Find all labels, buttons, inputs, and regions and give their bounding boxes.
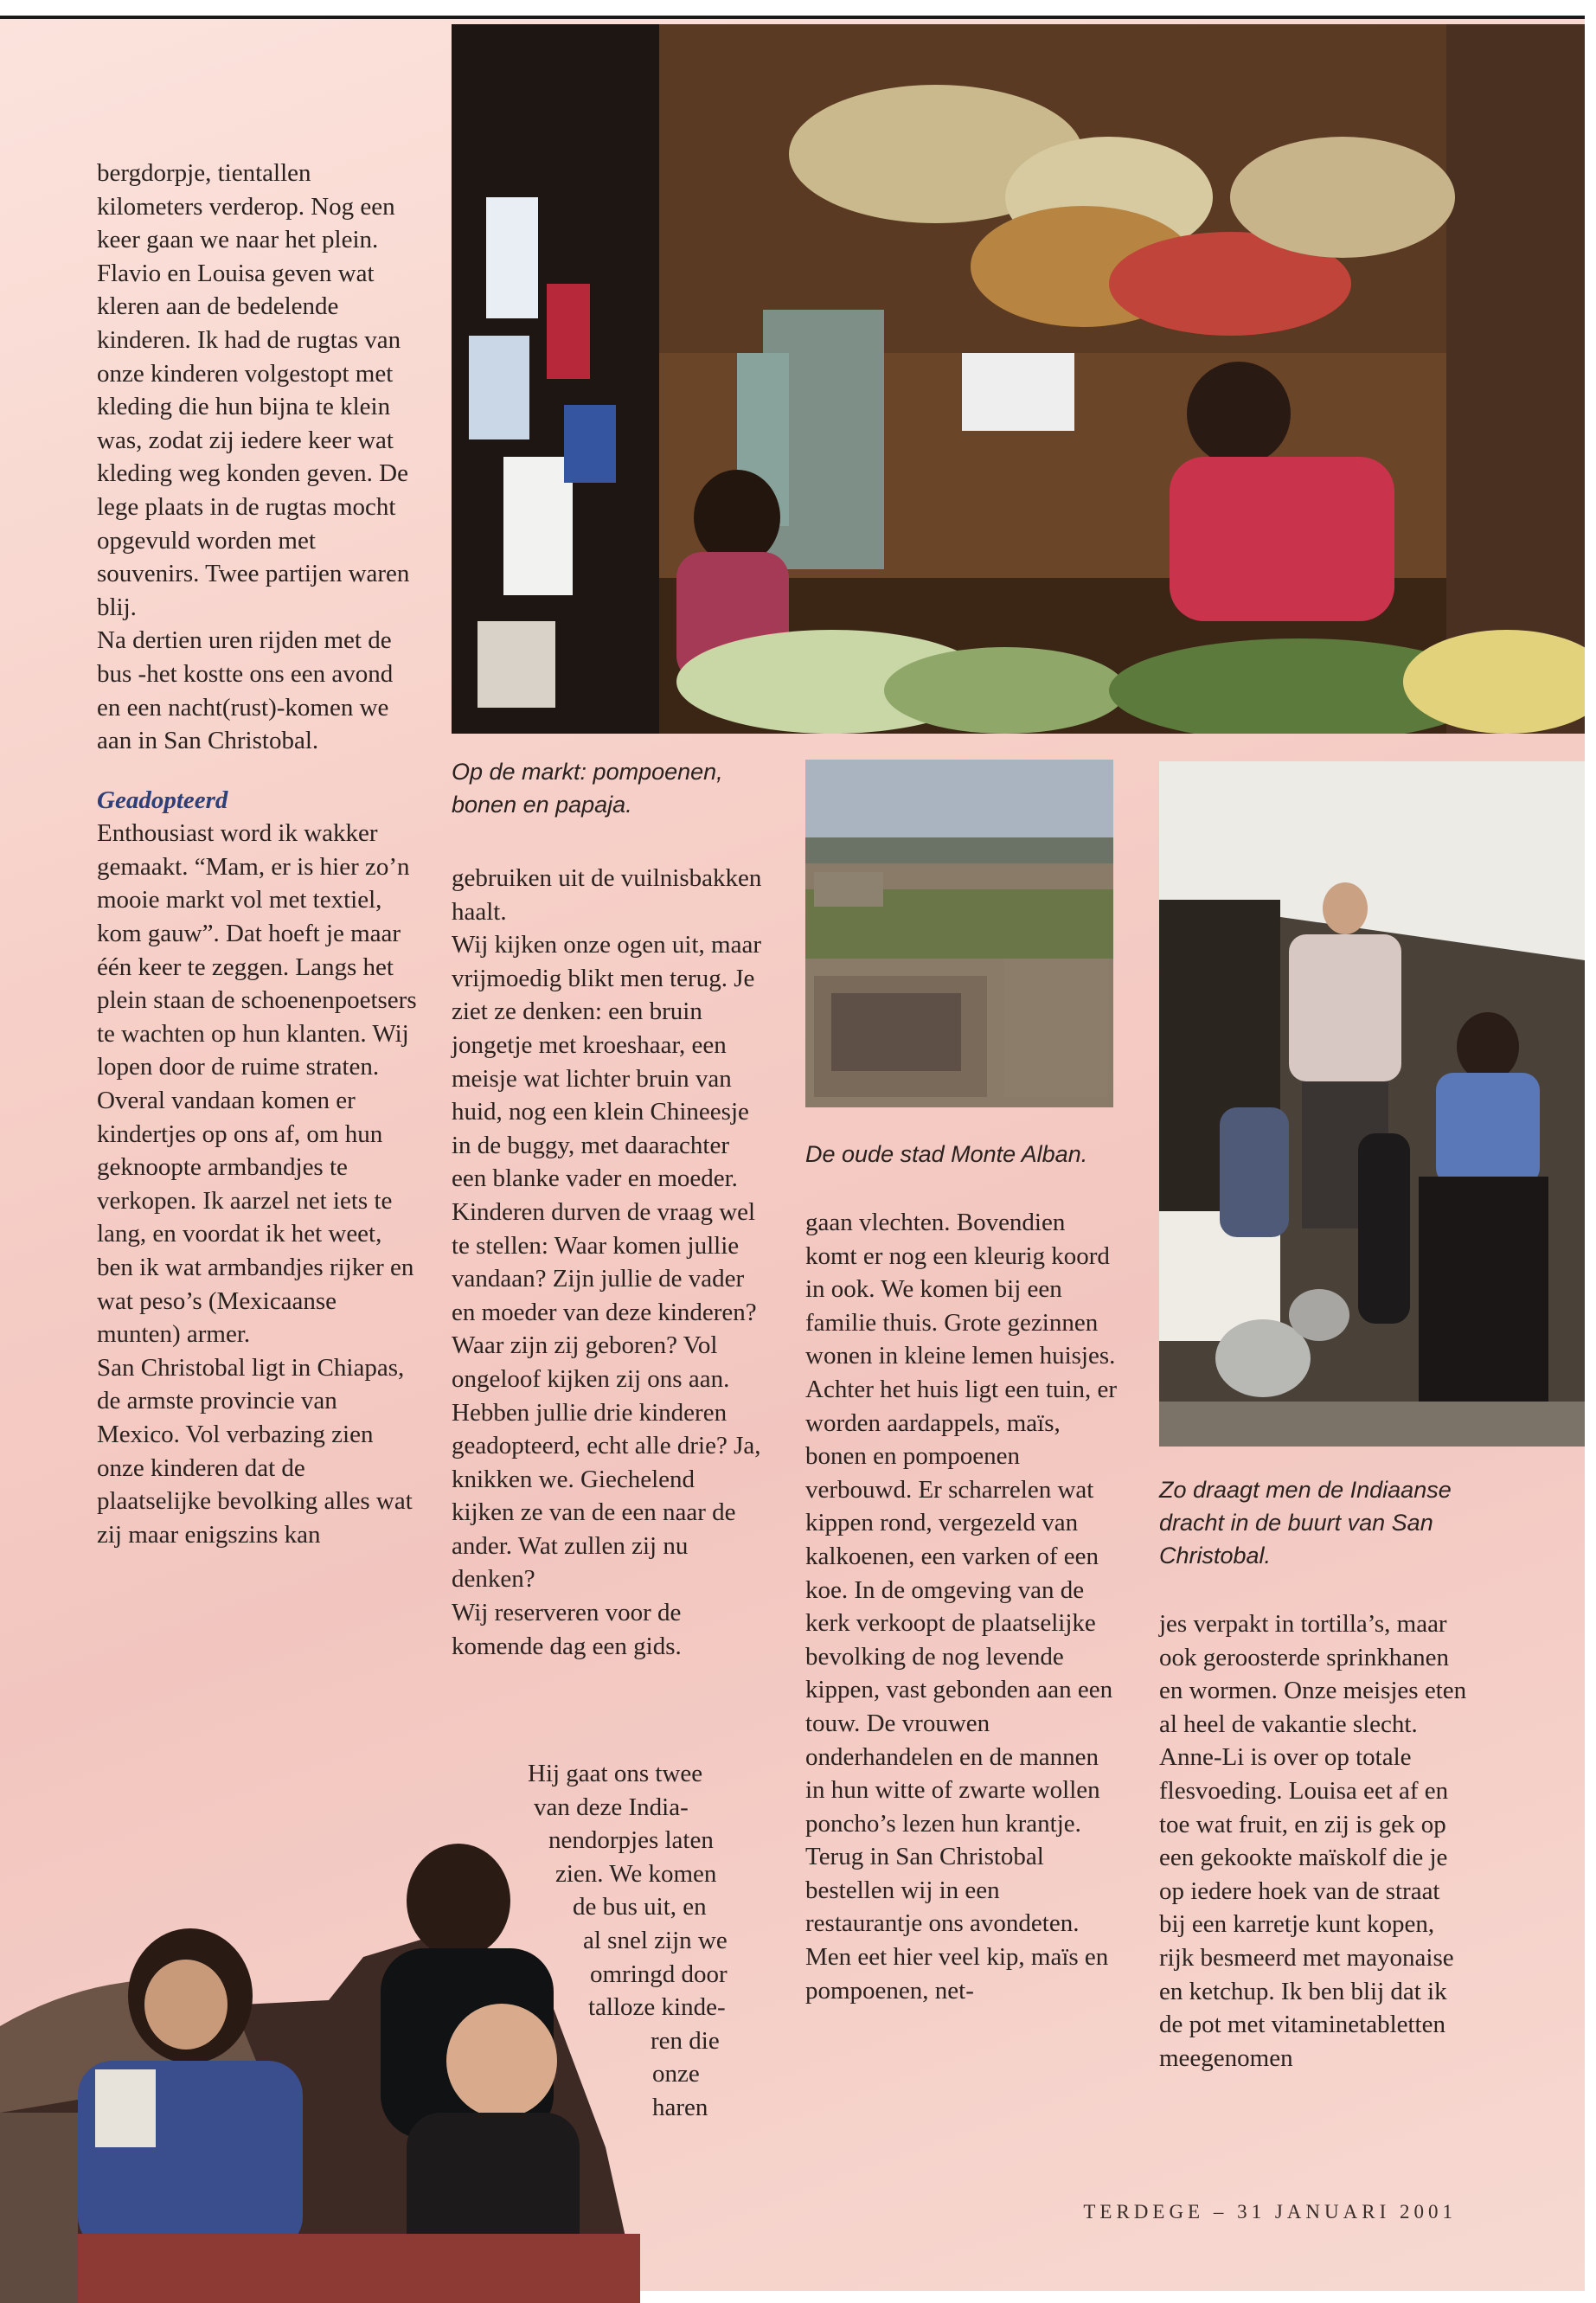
text-column-2-wrap xyxy=(452,1757,763,2125)
indian-dress-caption: Zo draagt men de Indiaanse dracht in de buurt van San Christobal. xyxy=(1159,1477,1452,1568)
col2-paragraph-1: gebruiken uit de vuilnisbakken haalt. xyxy=(452,864,762,926)
wrap-line: ren die xyxy=(651,2026,720,2055)
col3-paragraph-1: gaan vlechten. Bovendien komt er nog een kleurig koord in ook. We komen bij een familie thuis. Grote gezinnen wonen in kleine lemen huisjes. Achter het huis ligt een tuin, er worden aardappels, maïs, bonen en pompoenen verbouwd. Er scharrelen wat kippen rond, vergezeld van kalkoenen, een varken of een koe. In de omgeving van de kerk verkoopt de plaatselijke bevolking de nog levende kippen, vast gebonden aan een touw. De vrouwen onderhandelen en de mannen in hun witte of zwarte wollen poncho’s lezen hun krantje. xyxy=(805,1209,1117,1838)
col2-paragraph-2: Wij kijken onze ogen uit, maar vrijmoedig blikt men terug. Je ziet ze denken: een bruin jongetje met kroeshaar, een meisje wat lichter bruin van huid, nog een klein Chineesje in de buggy, met daarachter een blanke vader en moeder. Kinderen durven de vraag wel te stellen: Waar komen jullie vandaan? Zijn jullie de vader en moeder van deze kinderen? Waar zijn zij geboren? Vol ongeloof kijken zij ons aan. Hebben jullie drie kinderen geadopteerd, echt alle drie? Ja, knikken we. Giechelend kijken ze van de een naar de ander. Wat zullen zij nu denken? xyxy=(452,931,761,1594)
monte-alban-photo xyxy=(805,760,1113,1107)
section-heading: Geadopteerd xyxy=(97,786,228,814)
market-photo xyxy=(452,24,1585,734)
col1-paragraph-4: San Christobal ligt in Chiapas, de armste provincie van Mexico. Vol verbazing zien onze kinderen dat de plaatselijke bevolking alles wat zij maar enigszins kan xyxy=(97,1353,413,1549)
page-footer: TERDEGE – 31 JANUARI 2001 xyxy=(1083,2201,1457,2223)
wrap-line: haren xyxy=(652,2093,708,2121)
col1-paragraph-3: Enthousiast word ik wakker gemaakt. “Mam, er is hier zo’n mooie markt vol met textiel, kom gauw”. Dat hoeft je maar één keer te zeggen. Langs het plein staan de schoenenpoetsers te wachten op hun klanten. Wij lopen door de ruime straten. Overal vandaan komen er kindertjes op ons af, om hun geknoopte armbandjes te verkopen. Ik aarzel net iets te lang, en voordat ik het weet, ben ik wat armbandjes rijker en wat peso’s (Mexicaanse munten) armer. xyxy=(97,819,417,1349)
wrap-line: al snel zijn we xyxy=(583,1926,727,1954)
col1-paragraph-2: Na dertien uren rijden met de bus -het kostte ons een avond en een nacht(rust)-komen we aan in San Christobal. xyxy=(97,626,394,755)
wrap-line: de bus uit, en xyxy=(573,1893,707,1921)
col3-paragraph-2: Terug in San Christobal bestellen wij in een restaurantje ons avondeten. Men eet hier veel kip, maïs en pompoenen, net- xyxy=(805,1843,1109,2005)
wrap-line: nendorpjes laten xyxy=(548,1826,714,1855)
magazine-page xyxy=(0,16,1585,2291)
col1-paragraph-1: bergdorpje, tientallen kilometers verderop. Nog een keer gaan we naar het plein. Flavio en Louisa geven wat kleren aan de bedelende kinderen. Ik had de rugtas van onze kinderen volgestopt met kleding die hun bijna te klein was, zodat zij iedere keer wat kleding weg konden geven. De lege plaats in de rugtas mocht opgevuld worden met souvenirs. Twee partijen waren blij. xyxy=(97,159,410,621)
indian-dress-photo xyxy=(1159,761,1585,1447)
market-photo-caption: Op de markt: pompoenen, bonen en papaja. xyxy=(452,759,723,818)
col4-paragraph-1: jes verpakt in tortilla’s, maar ook geroosterde sprinkhanen en wormen. Onze meisjes eten al heel de vakantie slecht. Anne-Li is over op totale flesvoeding. Louisa eet af en toe wat fruit, en zij is gek op een gekookte maïskolf die je op iedere hoek van de straat bij een karretje kunt kopen, rijk besmeerd met mayonaise en ketchup. Ik ben blij dat ik de pot met vitaminetabletten meegenomen xyxy=(1159,1610,1467,2072)
monte-alban-caption: De oude stad Monte Alban. xyxy=(805,1141,1088,1167)
text-column-1 xyxy=(97,157,417,1551)
wrap-line: onze xyxy=(652,2060,700,2088)
text-column-4 xyxy=(1159,1607,1471,2075)
wrap-line: talloze kinde- xyxy=(588,1993,726,2022)
wrap-line: Hij gaat ons twee xyxy=(528,1760,703,1787)
wrap-line: van deze India- xyxy=(534,1793,689,1821)
text-column-2 xyxy=(452,862,763,1663)
col2-paragraph-3: Wij reserveren voor de komende dag een gids. xyxy=(452,1599,682,1660)
text-column-3 xyxy=(805,1206,1121,2007)
wrap-line: zien. We komen xyxy=(555,1859,717,1888)
wrap-line: omringd door xyxy=(590,1960,727,1988)
